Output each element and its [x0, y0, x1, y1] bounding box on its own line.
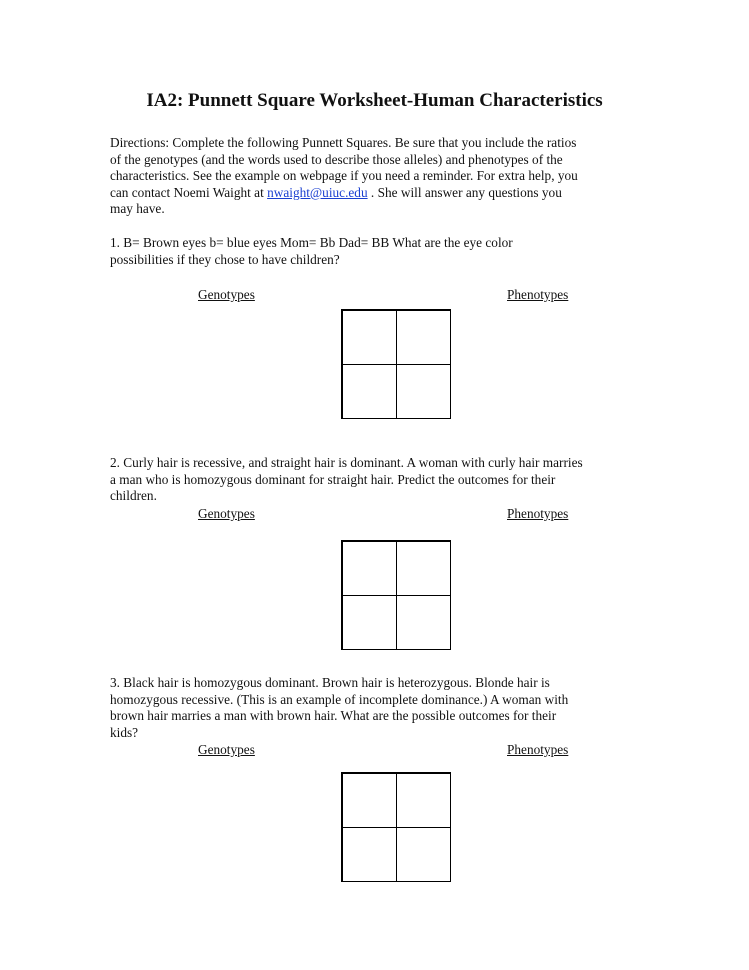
- directions-text: can contact Noemi Waight at: [110, 184, 268, 200]
- punnett-square-3: [341, 772, 451, 882]
- punnett-cell[interactable]: [342, 773, 397, 828]
- punnett-square-2: [341, 540, 451, 650]
- phenotypes-label: Phenotypes: [507, 742, 569, 757]
- punnett-cell[interactable]: [396, 773, 451, 828]
- genotypes-label: Genotypes: [198, 742, 255, 757]
- punnett-cell[interactable]: [342, 310, 397, 365]
- question-line: children.: [110, 488, 157, 504]
- phenotypes-label: Phenotypes: [507, 506, 569, 521]
- punnett-cell[interactable]: [342, 827, 397, 882]
- email-link[interactable]: nwaight@uiuc.edu: [267, 184, 368, 200]
- question-line: possibilities if they chose to have children?: [110, 251, 340, 267]
- punnett-cell[interactable]: [396, 310, 451, 365]
- directions-line: may have.: [110, 201, 165, 217]
- punnett-square-1: [341, 309, 451, 419]
- genotypes-label: Genotypes: [198, 506, 255, 521]
- directions-line: of the genotypes (and the words used to describe those alleles) and phenotypes of the: [110, 151, 563, 167]
- question-1-text: [110, 235, 650, 268]
- phenotypes-label: Phenotypes: [507, 287, 569, 302]
- directions-paragraph: [110, 135, 650, 218]
- question-line: a man who is homozygous dominant for straight hair. Predict the outcomes for their: [110, 471, 556, 487]
- question-3-text: [110, 675, 650, 741]
- genotypes-label: Genotypes: [198, 287, 255, 302]
- directions-line: characteristics. See the example on webpage if you need a reminder. For extra help, you: [110, 168, 578, 184]
- punnett-cell[interactable]: [342, 595, 397, 650]
- question-line: kids?: [110, 724, 139, 740]
- punnett-cell[interactable]: [396, 541, 451, 596]
- directions-text: . She will answer any questions you: [367, 184, 562, 200]
- punnett-cell[interactable]: [342, 364, 397, 419]
- directions-line: Directions: Complete the following Punnett Squares. Be sure that you include the ratios: [110, 135, 577, 150]
- question-line: 1. B= Brown eyes b= blue eyes Mom= Bb Dad= BB What are the eye color: [110, 235, 513, 250]
- punnett-cell[interactable]: [396, 595, 451, 650]
- question-line: 2. Curly hair is recessive, and straight hair is dominant. A woman with curly hair marries: [110, 455, 583, 470]
- page-title: IA2: Punnett Square Worksheet-Human Characteristics: [146, 90, 603, 111]
- directions-line: [110, 185, 650, 202]
- question-line: 3. Black hair is homozygous dominant. Brown hair is heterozygous. Blonde hair is: [110, 675, 550, 690]
- punnett-cell[interactable]: [342, 541, 397, 596]
- punnett-cell[interactable]: [396, 827, 451, 882]
- question-2-text: [110, 455, 650, 505]
- punnett-cell[interactable]: [396, 364, 451, 419]
- question-line: brown hair marries a man with brown hair. What are the possible outcomes for their: [110, 708, 557, 724]
- question-line: homozygous recessive. (This is an example of incomplete dominance.) A woman with: [110, 691, 569, 707]
